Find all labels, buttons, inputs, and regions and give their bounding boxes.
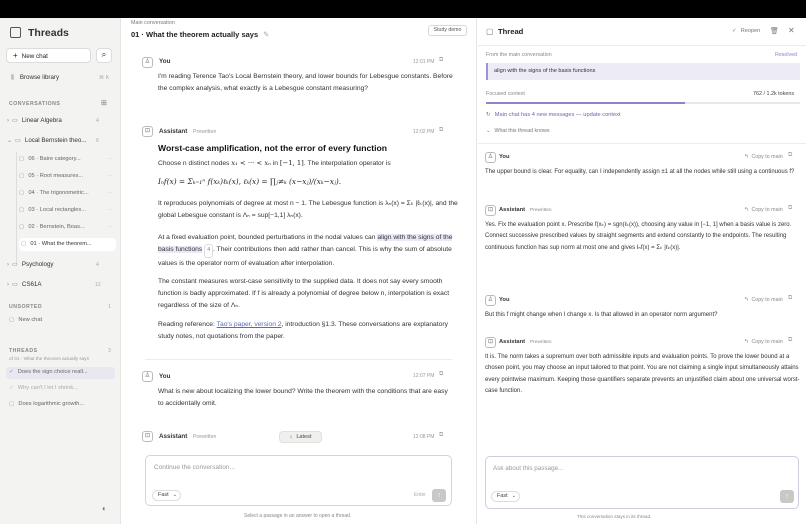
threads-count: 3 (108, 348, 111, 354)
message-author: You (159, 373, 171, 380)
copy-icon[interactable]: ⧉ (788, 295, 793, 301)
folder-count: 4 (96, 262, 99, 268)
arrow-up-icon: ↑ (785, 493, 789, 500)
thread-composer (485, 456, 799, 509)
app-title: Threads (28, 27, 69, 39)
quoted-passage: align with the signs of the basis functions (486, 63, 800, 80)
unsorted-chat-item[interactable] (9, 315, 42, 326)
folder-psychology[interactable] (7, 261, 54, 268)
folder-count: 12 (95, 282, 101, 288)
answer-paragraph: The constant measures worst-case sensitivity to the supplied data. It does not say every smooth function is badly approximated. If f is already a polynomial of degree below n, interpolation is exact regardless of the size of Λₙ. (158, 278, 450, 309)
copy-to-main-button[interactable] (744, 207, 783, 213)
thread-message-text: The upper bound is clear. For equality, can I independently assign ±1 at all the nodes while still using a continuous f? (485, 169, 795, 175)
math-nodes: x₁ < ··· < xₙ (231, 159, 271, 167)
composer-footnote: Select a passage in an answer to open a thread. (244, 513, 352, 519)
chat-label: 05 · Root measures... (28, 173, 84, 179)
chevron-down-icon: ⌄ (7, 138, 13, 144)
copy-icon[interactable]: ⧉ (788, 337, 793, 343)
resolved-badge: Resolved (775, 52, 798, 58)
thread-item[interactable] (9, 383, 78, 394)
composer (145, 455, 452, 506)
user-avatar-icon: ♙ (142, 57, 153, 68)
copy-to-main-label: Copy to main (751, 297, 783, 303)
message-author: You (499, 297, 510, 303)
copy-icon[interactable]: ⧉ (439, 371, 444, 377)
chat-item-active[interactable] (19, 238, 116, 251)
chat-item[interactable] (19, 222, 116, 233)
answer-text: Reading reference: (158, 321, 215, 328)
chat-item[interactable] (19, 205, 116, 216)
refresh-icon: ↻ (486, 112, 491, 118)
reopen-label: Reopen (740, 28, 761, 34)
threads-heading: THREADS (9, 348, 38, 354)
assistant-avatar-icon: ⊡ (142, 126, 153, 137)
chat-icon: ▢ (19, 173, 25, 179)
answer-text: , introduction §1.3. These conversations are explanatory study notes, not quotations from the paper. (158, 321, 448, 340)
chat-icon: ▢ (19, 207, 25, 213)
answer-paragraph (158, 158, 458, 170)
thread-label: Does the sign choice reall... (17, 369, 88, 375)
send-button[interactable] (780, 490, 794, 503)
chat-label: 02 · Bernstein, Boas... (28, 224, 85, 230)
token-count: 762 / 1.2k tokens (753, 91, 795, 97)
chat-icon: ▢ (19, 224, 25, 230)
highlighted-passage[interactable]: align with the signs of the basis functions (158, 234, 453, 253)
message-time: 12:08 PM (413, 434, 435, 440)
check-icon: ✓ (732, 28, 737, 34)
thread-item[interactable] (9, 399, 84, 410)
unsorted-count: 1 (108, 304, 111, 310)
folder-icon: ▭ (12, 281, 18, 288)
reply-icon: ↰ (744, 207, 749, 213)
more-icon[interactable]: ··· (107, 224, 113, 230)
conversation-title (131, 30, 269, 39)
close-icon[interactable]: ✕ (788, 26, 795, 35)
new-folder-icon[interactable]: ⊞ (101, 100, 107, 107)
copy-icon[interactable]: ⧉ (439, 57, 444, 63)
browse-library[interactable] (11, 74, 59, 82)
copy-to-main-label: Copy to main (751, 339, 783, 345)
arrow-up-icon: ↑ (437, 492, 441, 499)
arrow-down-icon: ↓ (289, 434, 293, 440)
more-icon[interactable]: ··· (107, 207, 113, 213)
copy-to-main-label: Copy to main (751, 207, 783, 213)
answer-paragraph (158, 232, 458, 269)
thread-message-text: It is. The norm takes a supremum over both admissible inputs and evaluation points. To prove the lower bound at a chosen point, you may choose an input tailored to that point. You are not claiming a single input simultaneously attains every pointwise maximum. Keeping those quantifiers separate prevents an unjustified claim about one universal worst-case function. (485, 354, 800, 395)
folder-count: 4 (96, 118, 99, 124)
more-icon[interactable]: ··· (107, 173, 113, 179)
answer-paragraph: It reproduces polynomials of degree at most n − 1. The Lebesgue function is λₙ(x) = Σₖ |ℓₖ(x)|, and the global Lebesgue constant is Λₙ = sup[−1,1] λₙ(x). (158, 200, 458, 219)
answer-text: in (272, 160, 278, 167)
folder-name: Linear Algebra (21, 117, 62, 124)
conversations-heading: CONVERSATIONS (9, 101, 61, 107)
message-author: Assistant (499, 339, 526, 345)
message-time: 12:02 PM (413, 129, 435, 135)
divider (145, 359, 452, 360)
user-message-text: What is new about localizing the lower bound? Write the theorem with the conditions that are easy to accidentally omit. (158, 388, 448, 407)
folder-icon: ▭ (12, 117, 18, 124)
chevron-right-icon: › (7, 262, 9, 268)
message-time: 12:01 PM (413, 59, 435, 65)
send-button[interactable] (432, 489, 446, 502)
divider (478, 143, 806, 144)
header-label: Main conversation (131, 20, 175, 26)
reopen-button[interactable] (732, 28, 760, 34)
user-message-text: I'm reading Terence Tao's Local Bernstein theory, and lower bounds for Lebesgue constants. Before the complex analysis, what exactly is a Lebesgue constant measuring? (158, 73, 453, 92)
threads-of: of 01 · What the theorem actually says (9, 356, 89, 361)
thread-label: Does logarithmic growth... (18, 401, 85, 407)
search-button[interactable] (96, 48, 112, 63)
model-select-label: Fast (497, 493, 508, 499)
copy-icon[interactable]: ⧉ (788, 152, 793, 158)
chat-label: New chat (18, 317, 43, 323)
reply-icon: ↰ (744, 297, 749, 303)
chat-icon: ▢ (19, 156, 25, 162)
answer-heading: Worst-case amplification, not the error of every function (158, 143, 388, 153)
message-author: Assistant (159, 128, 188, 135)
copy-to-main-label: Copy to main (751, 154, 783, 160)
thread-panel (478, 18, 806, 524)
assistant-avatar-icon: ⊡ (485, 337, 496, 348)
folder-cs61a[interactable] (7, 281, 41, 288)
copy-to-main-button[interactable] (744, 154, 783, 160)
copy-icon[interactable]: ⧉ (439, 432, 444, 438)
chat-item[interactable] (19, 171, 116, 182)
copy-icon[interactable]: ⧉ (439, 127, 444, 133)
user-avatar-icon: ♙ (142, 371, 153, 382)
study-demo-button[interactable]: Study demo (428, 25, 467, 36)
jump-to-latest-button[interactable] (279, 431, 322, 443)
chat-icon: ▢ (21, 241, 27, 247)
user-avatar-icon: ♙ (485, 295, 496, 306)
answer-text: Choose n distinct nodes (158, 160, 230, 167)
context-progress-fill (486, 102, 685, 104)
thread-label: Why can't I let I shrink... (17, 385, 78, 391)
browse-library-label: Browse library (19, 74, 60, 81)
focused-context-label: Focused context (486, 91, 525, 97)
assistant-avatar-icon: ⊡ (142, 431, 153, 442)
folder-count: 6 (96, 138, 99, 144)
folder-icon: ▭ (12, 261, 18, 268)
more-icon[interactable]: ··· (107, 190, 113, 196)
model-badge: Prewritten (530, 340, 552, 345)
thread-input[interactable]: Ask about this passage... (493, 465, 564, 472)
model-badge: Prewritten (193, 434, 217, 440)
latest-label: Latest (296, 434, 312, 440)
folder-name: CS61A (21, 281, 42, 288)
math-interval: [−1, 1] (279, 159, 304, 167)
chevron-down-icon: ⌄ (511, 493, 516, 499)
reply-icon: ↰ (744, 154, 749, 160)
unsorted-heading: UNSORTED (9, 304, 43, 310)
interpolation-formula: Iₙf(x) = Σₖ₌₁ⁿ f(xₖ)ℓₖ(x), ℓₖ(x) = ∏ⱼ≠ₖ (x−xⱼ)/(xₖ−xⱼ). (158, 177, 342, 186)
chevron-down-icon: ⌄ (486, 128, 491, 134)
library-icon: ⫼ (11, 74, 14, 81)
thread-message-text: But this f might change when I change x. Is that allowed in an operator norm argument? (485, 312, 718, 318)
reference-link[interactable]: Tao's paper, version 2 (216, 321, 282, 328)
chevron-down-icon: ⌄ (172, 492, 177, 498)
check-icon: ✓ (9, 385, 14, 391)
thread-footnote: This conversation stays in its thread. (577, 514, 652, 519)
message-time: 12:07 PM (413, 373, 435, 379)
more-icon[interactable]: ··· (107, 156, 113, 162)
folder-linear-algebra[interactable] (7, 117, 62, 124)
edit-icon[interactable]: ✎ (263, 30, 270, 39)
assistant-avatar-icon: ⊡ (485, 205, 496, 216)
answer-text: . Their contributions then add rather than cancel. This is why the sum of absolute values is the operator norm of evaluation after interpolation. (158, 245, 452, 267)
copy-to-main-button[interactable] (744, 297, 783, 303)
model-select[interactable] (491, 491, 520, 502)
update-context-notice[interactable] (486, 112, 621, 118)
check-icon: ✓ (9, 369, 14, 375)
chat-item[interactable] (19, 188, 116, 199)
chat-item[interactable] (19, 154, 116, 165)
model-select[interactable] (152, 490, 181, 501)
chat-label: 03 · Local rectangles... (28, 207, 86, 213)
trash-icon[interactable]: 🗑 (770, 28, 779, 35)
answer-text: At a fixed evaluation point, bounded perturbations in the nodal values can (158, 234, 376, 241)
plus-icon: + (13, 51, 18, 60)
sidebar (0, 18, 121, 524)
new-chat-button[interactable] (6, 48, 91, 63)
copy-icon[interactable]: ⧉ (788, 205, 793, 211)
search-icon: ⌕ (101, 50, 107, 59)
thread-knows-toggle[interactable] (486, 128, 550, 134)
chevron-right-icon: › (7, 282, 9, 288)
new-chat-label: New chat (21, 53, 48, 60)
message-author: Assistant (499, 207, 526, 213)
thread-icon: ▢ (9, 401, 15, 407)
copy-to-main-button[interactable] (744, 339, 783, 345)
thread-message-text: Yes. Fix the evaluation point x. Prescribe f(xₖ) = sgn(ℓₖ(x)), choosing any value in [−1, 1] when a basis value is zero. Connect successive prescribed values by straight segments and extend constantly to the endpoints. The resulting continuous function has sup norm at most one and gives Iₙf(x) = Σₖ |ℓₖ(x)|. (485, 222, 792, 251)
chat-icon: ▢ (19, 190, 25, 196)
chevron-right-icon: › (7, 118, 9, 124)
conversation-title-text: 01 · What the theorem actually says (131, 30, 259, 39)
answer-text: . The interpolation operator is (303, 160, 391, 167)
browse-shortcut: ⌘ K (99, 75, 110, 81)
folder-name: Local Bernstein theo... (24, 137, 87, 144)
model-select-label: Fast (158, 492, 169, 498)
main-conversation (121, 18, 477, 524)
enter-hint: Enter (414, 492, 426, 498)
answer-paragraph (158, 319, 458, 343)
thread-knows-label: What this thread knows (494, 128, 550, 134)
sidebar-toggle-icon[interactable] (10, 27, 21, 38)
folder-local-bernstein[interactable] (7, 137, 86, 144)
composer-input[interactable]: Continue the conversation... (154, 464, 235, 471)
theme-toggle-icon[interactable]: ◐ (102, 504, 107, 513)
message-author: Assistant (159, 433, 188, 440)
user-avatar-icon: ♙ (485, 152, 496, 163)
thread-panel-icon: ▢ (486, 27, 494, 36)
model-badge: Prewritten (530, 208, 552, 213)
thread-item-active[interactable] (6, 367, 115, 379)
update-context-label: Main chat has 4 new messages — update context (494, 112, 621, 118)
chat-label: 01 · What the theorem... (30, 241, 92, 247)
chat-icon: ▢ (9, 317, 15, 323)
app-window (0, 18, 806, 524)
message-author: You (159, 58, 171, 65)
source-label: From the main conversation (486, 52, 552, 58)
message-author: You (499, 154, 510, 160)
chat-label: 06 · Baire category... (28, 156, 81, 162)
folder-name: Psychology (21, 261, 54, 268)
context-progress-bar (486, 102, 800, 104)
chat-label: 04 · The trigonometric... (28, 190, 89, 196)
reply-icon: ↰ (744, 339, 749, 345)
model-badge: Prewritten (193, 129, 217, 135)
thread-count-badge[interactable]: 4 (204, 244, 213, 258)
folder-icon: ▭ (15, 137, 21, 144)
thread-title: Thread (498, 27, 524, 36)
divider (478, 45, 806, 46)
tree-line (16, 152, 17, 264)
